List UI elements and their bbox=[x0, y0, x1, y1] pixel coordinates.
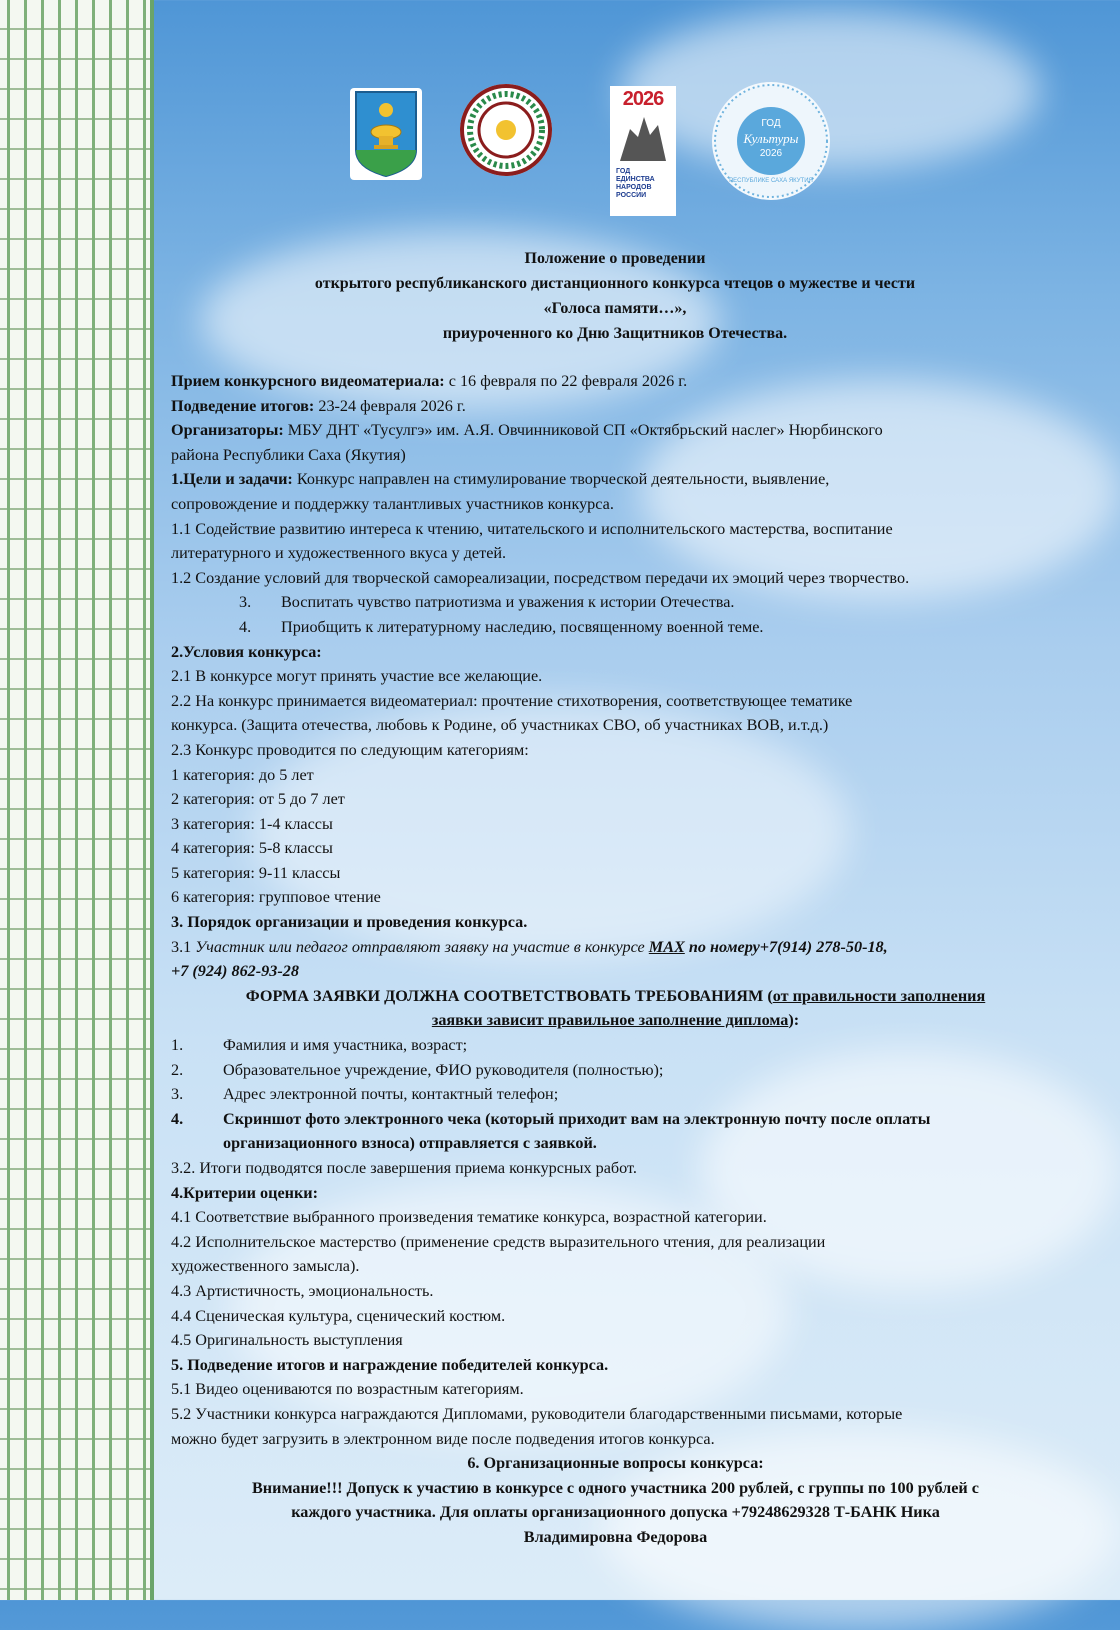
reception-value: с 16 февраля по 22 февраля 2026 г. bbox=[444, 372, 688, 390]
paragraph-3-1-number: 3.1 bbox=[171, 937, 196, 956]
list-item bbox=[171, 615, 1060, 640]
paragraph-1-1-cont: литературного и художественного вкуса у детей. bbox=[171, 544, 507, 563]
form-item-bold bbox=[171, 1107, 1060, 1132]
form-item-bold-cont bbox=[171, 1131, 1060, 1156]
paragraph-1-1: 1.1 Содействие развитию интереса к чтению, читательского и исполнительского мастерства, воспитание bbox=[171, 519, 893, 538]
title-line: «Голоса памяти…», bbox=[543, 300, 687, 317]
document-body bbox=[171, 369, 1060, 1550]
form-requirements-note: от правильности заполнения bbox=[772, 986, 986, 1005]
list-item-text: Воспитать чувство патриотизма и уважения к истории Отечества. bbox=[281, 593, 735, 612]
category-item: 3 категория: 1-4 классы bbox=[171, 814, 333, 833]
year-of-unity-logo bbox=[610, 86, 676, 216]
form-requirements-open: ( bbox=[763, 986, 773, 1005]
paragraph-5-2: 5.2 Участники конкурса награждаются Дипломами, руководители благодарственными письмами, которые bbox=[171, 1404, 903, 1423]
form-requirements-line-2 bbox=[171, 1008, 1060, 1033]
paragraph-2-3: 2.3 Конкурс проводится по следующим категориям: bbox=[171, 740, 529, 759]
category-item: 6 категория: групповое чтение bbox=[171, 888, 381, 907]
form-item-number: 1. bbox=[171, 1036, 184, 1055]
paragraph-4-2: 4.2 Исполнительское мастерство (применение средств выразительного чтения, для реализации bbox=[171, 1232, 826, 1251]
category-item: 1 категория: до 5 лет bbox=[171, 765, 314, 784]
section-1-text: Конкурс направлен на стимулирование творческой деятельности, выявление, bbox=[292, 470, 830, 489]
paragraph-2-2: 2.2 На конкурс принимается видеоматериал: прочтение стихотворения, соответствующее тематике bbox=[171, 691, 853, 710]
form-item-text: Адрес электронной почты, контактный телефон; bbox=[223, 1085, 559, 1104]
payment-notice: Внимание!!! Допуск к участию в конкурсе с одного участника 200 рублей, с группы по 100 рублей с bbox=[252, 1478, 979, 1497]
form-requirements-note-2: заявки зависит правильное заполнение диплома bbox=[431, 1011, 789, 1030]
paragraph-2-2-cont: конкурса. (Защита отечества, любовь к Родине, об участниках СВО, об участниках ВОВ, и.т.д.) bbox=[171, 716, 829, 735]
paragraph-3-1-text: Участник или педагог отправляют заявку на участие в конкурсе bbox=[195, 937, 649, 956]
phone-number-2: +7 (924) 862-93-28 bbox=[171, 962, 299, 981]
paragraph-5-2-cont: можно будет загрузить в электронном виде после подведения итогов конкурса. bbox=[171, 1429, 715, 1448]
category-item: 5 категория: 9-11 классы bbox=[171, 863, 341, 882]
results-value: 23-24 февраля 2026 г. bbox=[314, 396, 466, 415]
form-item-number: 3. bbox=[171, 1085, 184, 1104]
year-of-culture-logo bbox=[712, 82, 830, 200]
section-1-text-2: сопровождение и поддержку талантливых участников конкурса. bbox=[171, 494, 614, 513]
list-item-number: 4. bbox=[239, 617, 252, 636]
logo-row bbox=[340, 80, 860, 220]
section-5-heading: 5. Подведение итогов и награждение победителей конкурса. bbox=[171, 1355, 609, 1374]
form-item bbox=[171, 1033, 1060, 1058]
payment-notice: каждого участника. Для оплаты организационного допуска +79248629328 Т-БАНК Ника bbox=[291, 1503, 940, 1522]
title-line: Положение о проведении bbox=[524, 250, 706, 267]
form-item-number: 2. bbox=[171, 1060, 184, 1079]
phone-number: по номеру+7(914) 278-50-18, bbox=[684, 937, 888, 956]
form-item-text: организационного взноса) отправляется с заявкой. bbox=[223, 1134, 597, 1153]
category-item: 4 категория: 5-8 классы bbox=[171, 839, 333, 858]
logo-caption-line: ГОД bbox=[616, 168, 631, 175]
organizers-value: МБУ ДНТ «Тусулгэ» им. А.Я. Овчинниковой СП «Октябрьский наслег» Нюрбинского bbox=[283, 421, 883, 440]
paragraph-3-2: 3.2. Итоги подводятся после завершения приема конкурсных работ. bbox=[171, 1159, 637, 1177]
form-item bbox=[171, 1058, 1060, 1083]
payment-notice: Владимировна Федорова bbox=[523, 1527, 708, 1546]
title-line: открытого республиканского дистанционного конкурса чтецов о мужестве и чести bbox=[314, 275, 916, 292]
paragraph-4-3: 4.3 Артистичность, эмоциональность. bbox=[171, 1281, 434, 1300]
max-messenger-label: MAX bbox=[648, 937, 685, 956]
form-item-text: Фамилия и имя участника, возраст; bbox=[223, 1036, 468, 1055]
section-6-heading: 6. Организационные вопросы конкурса: bbox=[467, 1454, 764, 1473]
list-item bbox=[171, 590, 1060, 615]
ornament-ring-icon bbox=[460, 84, 552, 176]
paragraph-5-1: 5.1 Видео оцениваются по возрастным категориям. bbox=[171, 1380, 524, 1399]
paragraph-1-2: 1.2 Создание условий для творческой самореализации, посредством передачи их эмоций через творчество. bbox=[171, 568, 910, 587]
results-line bbox=[171, 394, 1060, 419]
list-item-text: Приобщить к литературному наследию, посвященному военной теме. bbox=[281, 617, 764, 636]
title-line: приуроченного ко Дню Защитников Отечества. bbox=[442, 325, 788, 342]
paragraph-4-5: 4.5 Оригинальность выступления bbox=[171, 1331, 403, 1350]
form-item-text: Образовательное учреждение, ФИО руководителя (полностью); bbox=[223, 1060, 664, 1079]
list-item-number: 3. bbox=[239, 593, 252, 612]
section-1-intro bbox=[171, 467, 1060, 492]
logo-culture-middle: Культуры bbox=[743, 131, 799, 146]
logo-caption-line: ЕДИНСТВА bbox=[616, 176, 655, 183]
logo-culture-ring: РЕСПУБЛИКЕ САХА ЯКУТИЯ bbox=[729, 178, 813, 184]
section-1-heading: 1.Цели и задачи: bbox=[171, 470, 293, 489]
reception-line bbox=[171, 369, 1060, 394]
logo-caption-line: РОССИИ bbox=[616, 192, 647, 199]
paragraph-4-1: 4.1 Соответствие выбранного произведения тематике конкурса, возрастной категории. bbox=[171, 1208, 767, 1227]
form-item-text: Скриншот фото электронного чека (который приходит вам на электронную почту после оплаты bbox=[223, 1109, 931, 1128]
section-2-heading: 2.Условия конкурса: bbox=[171, 642, 322, 661]
reception-label: Прием конкурсного видеоматериала: bbox=[171, 372, 445, 390]
monument-icon bbox=[610, 111, 676, 163]
form-requirements-caps: ФОРМА ЗАЯВКИ ДОЛЖНА СООТВЕТСТВОВАТЬ ТРЕБОВАНИЯМ bbox=[245, 986, 764, 1005]
logo-caption-line: НАРОДОВ bbox=[616, 184, 652, 191]
logo-culture-top: ГОД bbox=[761, 118, 781, 129]
organizers-label: Организаторы: bbox=[171, 421, 284, 440]
section-4-heading: 4.Критерии оценки: bbox=[171, 1183, 319, 1202]
form-item bbox=[171, 1082, 1060, 1107]
bamboo-border-decoration bbox=[0, 0, 150, 1600]
form-requirements-close: ): bbox=[788, 1011, 800, 1030]
logo-year-text: 2026 bbox=[622, 88, 664, 110]
paragraph-4-4: 4.4 Сценическая культура, сценический костюм. bbox=[171, 1306, 506, 1325]
document-title bbox=[170, 246, 1060, 346]
organizers-line bbox=[171, 418, 1060, 443]
category-item: 2 категория: от 5 до 7 лет bbox=[171, 790, 345, 809]
organizers-line-2: района Республики Саха (Якутия) bbox=[171, 445, 406, 464]
paragraph-4-2-cont: художественного замысла). bbox=[171, 1257, 360, 1276]
paragraph-3-1 bbox=[171, 935, 1060, 960]
logo-culture-year: 2026 bbox=[759, 148, 783, 159]
form-item-number: 4. bbox=[171, 1109, 184, 1128]
border-edge bbox=[150, 0, 154, 1600]
form-requirements-line bbox=[171, 984, 1060, 1009]
section-3-heading: 3. Порядок организации и проведения конкурса. bbox=[171, 913, 528, 932]
results-label: Подведение итогов: bbox=[171, 396, 315, 415]
paragraph-2-1: 2.1 В конкурсе могут принять участие все желающие. bbox=[171, 667, 543, 686]
flag-emblem-icon bbox=[350, 88, 422, 180]
